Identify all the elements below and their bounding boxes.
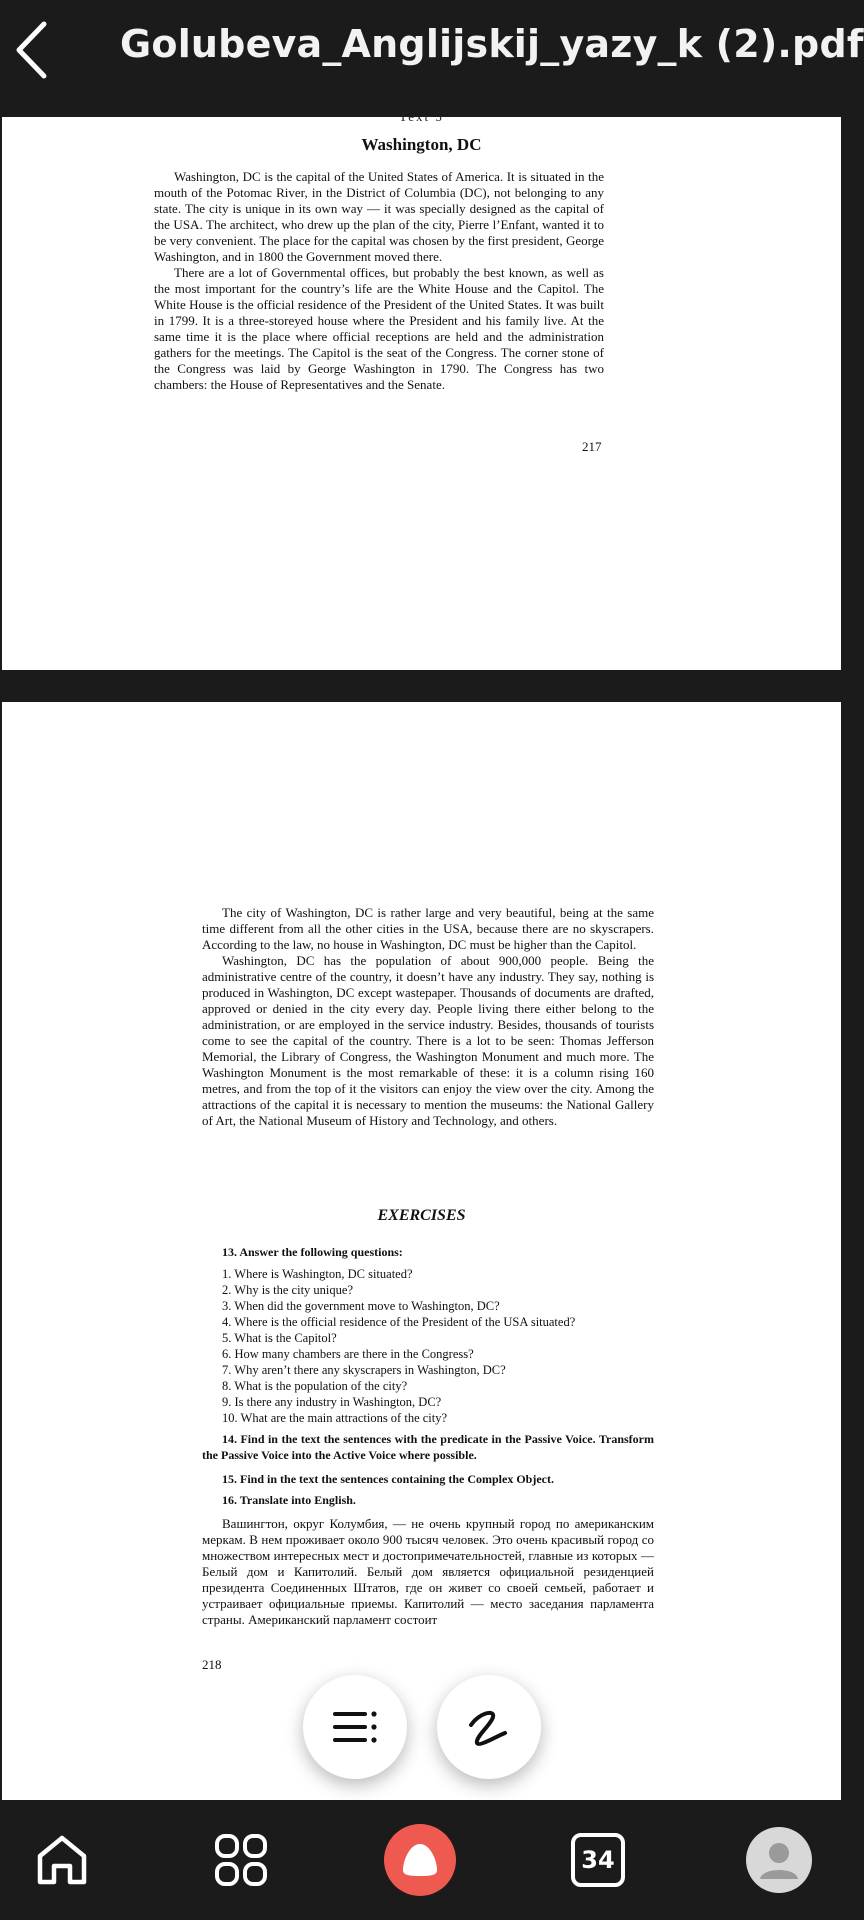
alice-assistant-icon bbox=[384, 1824, 456, 1896]
list-item: 1. Where is Washington, DC situated? bbox=[222, 1267, 413, 1281]
apps-button[interactable] bbox=[199, 1822, 283, 1898]
list-item: 5. What is the Capitol? bbox=[222, 1331, 337, 1345]
pdf-page-217[interactable] bbox=[2, 109, 841, 670]
list-item: 2. Why is the city unique? bbox=[222, 1283, 353, 1297]
back-arrow-icon bbox=[14, 20, 48, 80]
list-item: 4. Where is the official residence of the President of the USA situated? bbox=[222, 1315, 576, 1329]
pdf-page-218[interactable] bbox=[2, 702, 841, 1800]
exercise-16: 16. Translate into English. bbox=[222, 1493, 356, 1507]
list-item: 10. What are the main attractions of the city? bbox=[222, 1411, 448, 1425]
apps-grid-icon bbox=[213, 1832, 269, 1888]
page-partial-heading: Text 5 bbox=[399, 109, 444, 124]
list-item: 6. How many chambers are there in the Congress? bbox=[222, 1347, 474, 1361]
paragraph: Washington, DC has the population of about 900,000 people. Being the administrative centre of the country, it doesn’t have any industry. They say, nothing is produced in Washington, DC except wastepaper. Thousands of documents are drafted, approved or denied in the city every day. People living there either belong to the administration, or are employed in the service industry. Besides, thousands of tourists come to see the capital of the country. There is a lot to be seen: Thomas Jefferson Memorial, the Library of Congress, the Washington Monument and much more. The Washington Monument is the most remarkable of these: it is a column rising 160 metres, and from the top of it the visitors can enjoy the view over the city. Among the attractions of the capital it is necessary to mention the museums: the National Gallery of Art, the National Museum of History and Technology, and others. bbox=[202, 953, 654, 1128]
draw-button[interactable] bbox=[437, 1675, 541, 1779]
exercise-13-title: 13. Answer the following questions: bbox=[222, 1245, 403, 1259]
back-button[interactable] bbox=[6, 18, 56, 82]
page-number: 217 bbox=[582, 439, 602, 454]
translation-text: Вашингтон, округ Колумбия, — не очень крупный город по американским меркам. В нем проживает около 900 тысяч человек. Это очень красивый город со множеством интересных мест и достопримечательностей, главные из которых — Белый дом и Капитолий. Белый дом является официальной резиденцией президента Соединенных Штатов, где он живет со своей семьей, работает и устраивает официальные приемы. Капитолий — место заседания парламента страны. Американский парламент состоит bbox=[202, 1516, 654, 1627]
contents-list-icon bbox=[331, 1707, 379, 1747]
list-item: 8. What is the population of the city? bbox=[222, 1379, 408, 1393]
home-icon bbox=[34, 1832, 90, 1888]
text-body bbox=[202, 905, 654, 1129]
exercise-15: 15. Find in the text the sentences containing the Complex Object. bbox=[222, 1472, 554, 1486]
text-heading: Washington, DC bbox=[361, 135, 482, 154]
top-bar bbox=[0, 0, 864, 115]
profile-button[interactable] bbox=[737, 1822, 821, 1898]
tabs-button[interactable] bbox=[556, 1822, 640, 1898]
exercise-14: 14. Find in the text the sentences with the predicate in the Passive Voice. Transform the Passive Voice into the Active Voice where possible. bbox=[202, 1432, 654, 1462]
profile-avatar-icon bbox=[746, 1827, 812, 1893]
exercises-heading: EXERCISES bbox=[377, 1207, 466, 1224]
text-body bbox=[154, 169, 604, 393]
alice-assistant-button[interactable] bbox=[378, 1822, 462, 1898]
paragraph: Washington, DC is the capital of the United States of America. It is situated in the mouth of the Potomac River, in the District of Columbia (DC), not belonging to any state. The city is unique in its own way — it was specially designed as the capital of the USA. The architect, who drew up the plan of the city, Pierre l’Enfant, wanted it to be very convenient. The place for the capital was chosen by the first president, George Washington, and in 1800 the Government moved there. bbox=[154, 169, 604, 264]
list-item: 9. Is there any industry in Washington, DC? bbox=[222, 1395, 442, 1409]
contents-button[interactable] bbox=[303, 1675, 407, 1779]
page-number: 218 bbox=[202, 1657, 222, 1672]
bottom-navigation bbox=[0, 1800, 843, 1920]
paragraph: There are a lot of Governmental offices, but probably the best known, as well as the most important for the country’s life are the White House and the Capitol. The White House is the official residence of the President of the United States. It was built in 1799. It is a three-storeyed house where the President and his family live. At the same time it is the place where official receptions are held and the administration gathers for the meetings. The Capitol is the seat of the Congress. The corner stone of the Congress was laid by George Washington in 1790. The Congress has two chambers: the House of Representatives and the Senate. bbox=[154, 265, 604, 392]
list-item: 3. When did the government move to Washington, DC? bbox=[222, 1299, 500, 1313]
pen-draw-icon bbox=[465, 1705, 513, 1749]
tabs-count-icon: 34 bbox=[571, 1833, 625, 1887]
document-title: Golubeva_Anglijskij_yazy_k (2).pdf bbox=[120, 22, 864, 66]
paragraph: The city of Washington, DC is rather large and very beautiful, being at the same time different from all the other cities in the USA, because there are no skyscrapers. According to the law, no house in Washington, DC must be higher than the Capitol. bbox=[202, 905, 654, 952]
home-button[interactable] bbox=[20, 1822, 104, 1898]
question-list bbox=[222, 1266, 575, 1426]
list-item: 7. Why aren’t there any skyscrapers in Washington, DC? bbox=[222, 1363, 506, 1377]
